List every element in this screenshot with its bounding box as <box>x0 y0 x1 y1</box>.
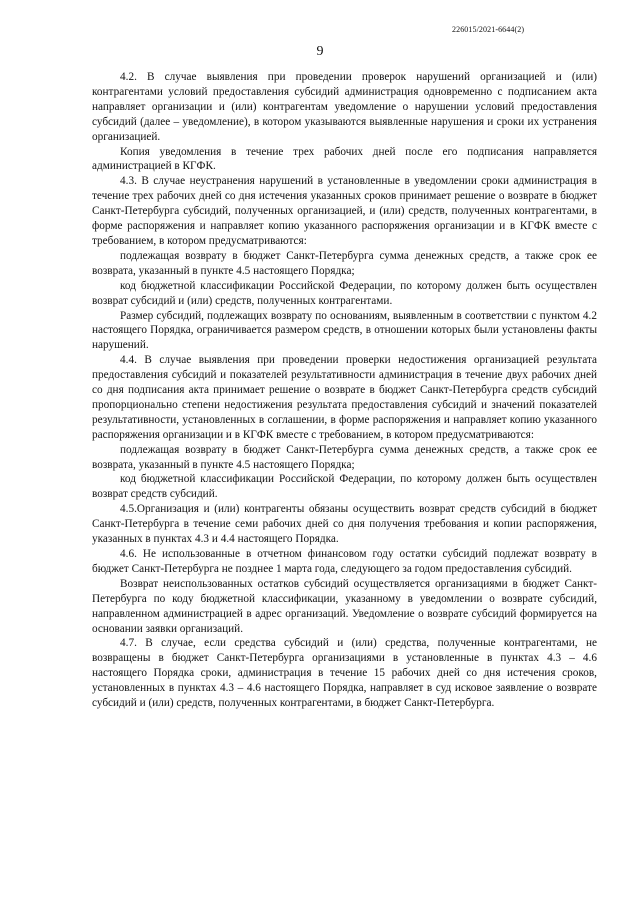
paragraph-4-6: 4.6. Не использованные в отчетном финансовом году остатки субсидий подлежат возврату в бюджет Санкт-Петербурга не позднее 1 марта года, следующего за годом предоставления субсидий. <box>92 548 597 575</box>
page-number: 9 <box>316 44 324 59</box>
paragraph-4-4-code: код бюджетной классификации Российской Федерации, по которому должен быть осуществлен возврат средств субсидий. <box>92 473 597 501</box>
document-id: 226015/2021-6644(2) <box>452 25 525 34</box>
paragraph-4-5: 4.5.Организация и (или) контрагенты обязаны осуществить возврат средств субсидий в бюджет Санкт-Петербурга в течение семи рабочих дней со дня получения требования и копии распоряжения, указанных в пунктах 4.3 и 4.4 настоящего Порядка. <box>92 503 597 546</box>
paragraph-4-3: 4.3. В случае неустранения нарушений в установленные в уведомлении сроки администрация в течение трех рабочих дней со дня истечения указанных сроков принимает решение о возврате в бюджет Санкт-Петербурга субсидий, полученных организацией, и (или) средств, полученных контрагентами, в форме распоряжения и направляет копию указанного распоряжения организации и в КГФК вместе с требованием, в котором предусматриваются: <box>92 175 597 247</box>
paragraph-4-3-code: код бюджетной классификации Российской Федерации, по которому должен быть осуществлен возврат субсидий и (или) средств, полученных контрагентами. <box>92 279 597 307</box>
document-body <box>92 70 597 711</box>
paragraph-4-2: 4.2. В случае выявления при проведении проверок нарушений организацией и (или) контрагентами условий предоставления субсидий администрация одновременно с подписанием акта направляет организации и (или) контрагентам уведомление о нарушении условий предоставления субсидий (далее – уведомление), в котором указываются выявленные нарушения и сроки их устранения организацией. <box>92 71 597 143</box>
paragraph-unused-return: Возврат неиспользованных остатков субсидий осуществляется организациями в бюджет Санкт-Петербурга по коду бюджетной классификации, указанному в уведомлении о возврате субсидий, направленном администрацией в адрес организаций. Уведомление о возврате субсидий формируется на основании заявки организаций. <box>92 577 597 635</box>
paragraph-4-4-amount: подлежащая возврату в бюджет Санкт-Петербурга сумма денежных средств, а также срок ее возврата, указанный в пункте 4.5 настоящего Порядка; <box>92 443 597 471</box>
paragraph-4-4: 4.4. В случае выявления при проведении проверки недостижения организацией результата предоставления субсидий и показателей результативности администрация в течение двух рабочих дней со дня подписания акта принимает решение о возврате в бюджет Санкт-Петербурга средств субсидий пропорционально степени недостижения результата предоставления субсидий и значений показателей результативности, установленных в соглашении, в форме распоряжения и направляет копию указанного распоряжения организации и в КГФК вместе с требованием, в котором предусматриваются: <box>92 354 597 441</box>
paragraph-notice-copy: Копия уведомления в течение трех рабочих дней после его подписания направляется администрацией в КГФК. <box>92 145 597 173</box>
paragraph-4-7: 4.7. В случае, если средства субсидий и (или) средства, полученные контрагентами, не возвращены в бюджет Санкт-Петербурга организациями в установленные в пунктах 4.3 – 4.6 настоящего Порядка сроки, администрация в течение 15 рабочих дней со дня истечения сроков, установленных в пунктах 4.3 – 4.6 настоящего Порядка, направляет в суд исковое заявление о возврате субсидий и (или) средств, полученных контрагентами, в бюджет Санкт-Петербурга. <box>92 637 597 710</box>
paragraph-4-3-amount: подлежащая возврату в бюджет Санкт-Петербурга сумма денежных средств, а также срок ее возврата, указанный в пункте 4.5 настоящего Порядка; <box>92 249 597 277</box>
paragraph-subsidy-size: Размер субсидий, подлежащих возврату по основаниям, выявленным в соответствии с пунктом 4.2 настоящего Порядка, ограничивается размером средств, в отношении которых были установлены факты нарушений. <box>92 309 597 352</box>
